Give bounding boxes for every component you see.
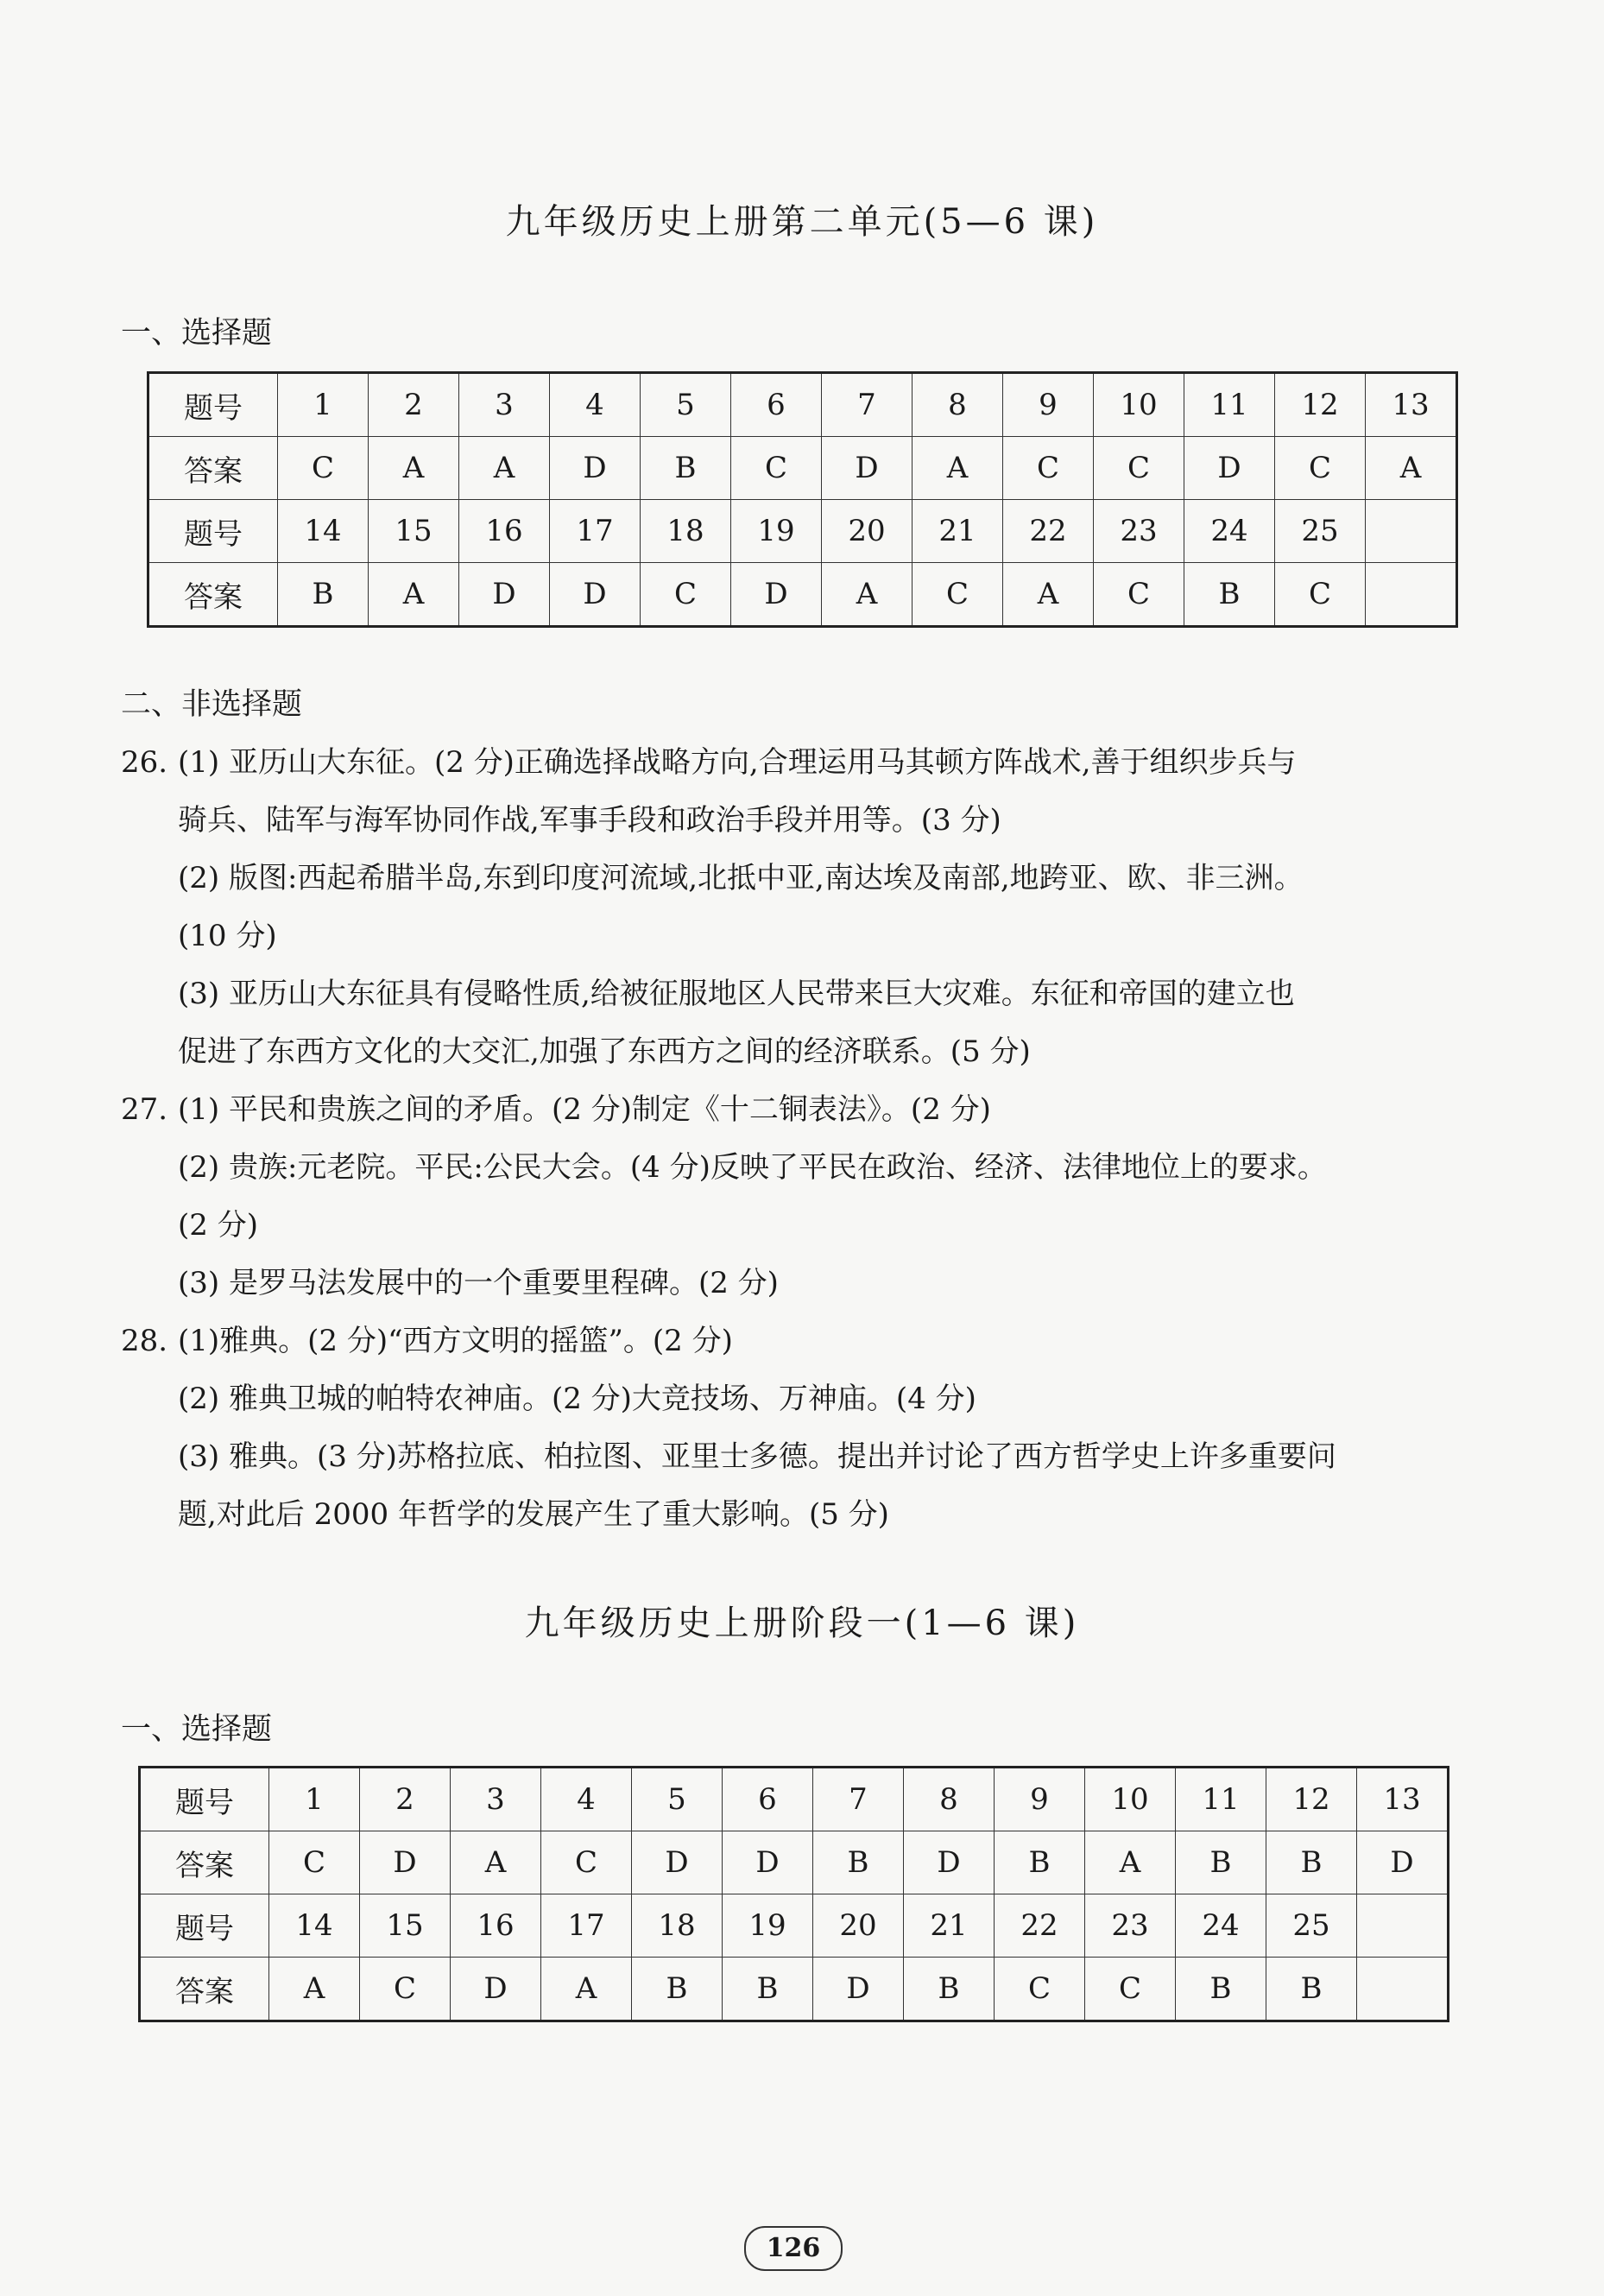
row-label: 答案: [140, 1831, 269, 1894]
table-cell: [1357, 1958, 1449, 2021]
table-cell: C: [1094, 437, 1184, 500]
table-cell: 8: [904, 1768, 995, 1831]
table-cell: 10: [1085, 1768, 1176, 1831]
table-cell: B: [1176, 1831, 1266, 1894]
table-cell: 4: [550, 373, 641, 437]
q27-line2: (2) 贵族:元老院。平民:公民大会。(4 分)反映了平民在政治、经济、法律地位上的要求。: [178, 1150, 1327, 1185]
table-row: [148, 437, 1457, 500]
table-cell: C: [1275, 437, 1366, 500]
table-row: [140, 1894, 1449, 1958]
table-cell: 18: [632, 1894, 723, 1958]
table-cell: B: [1176, 1958, 1266, 2021]
table-cell: 15: [360, 1894, 451, 1958]
table-cell: B: [723, 1958, 813, 2021]
table-cell: 18: [641, 500, 731, 563]
table-cell: C: [1094, 563, 1184, 627]
table-cell: 23: [1085, 1894, 1176, 1958]
table-cell: C: [1003, 437, 1094, 500]
q26-line4: (10 分): [178, 919, 277, 953]
table-cell: 23: [1094, 500, 1184, 563]
table-cell: D: [360, 1831, 451, 1894]
row-label: 答案: [148, 437, 278, 500]
table-cell: 21: [913, 500, 1003, 563]
table-cell: D: [632, 1831, 723, 1894]
table-cell: D: [550, 437, 641, 500]
table-row: [148, 563, 1457, 627]
table-cell: A: [913, 437, 1003, 500]
table-cell: 1: [269, 1768, 360, 1831]
table-cell: A: [369, 563, 459, 627]
table-cell: 24: [1184, 500, 1275, 563]
row-label: 题号: [140, 1894, 269, 1958]
table-cell: C: [269, 1831, 360, 1894]
table-cell: A: [451, 1831, 541, 1894]
table-cell: C: [1085, 1958, 1176, 2021]
table-cell: D: [451, 1958, 541, 2021]
q26-line6: 促进了东西方文化的大交汇,加强了东西方之间的经济联系。(5 分): [178, 1034, 1031, 1069]
q26-number: 26.: [121, 745, 168, 780]
table-cell: C: [995, 1958, 1085, 2021]
table-cell: 4: [541, 1768, 632, 1831]
table-cell: 2: [369, 373, 459, 437]
unit2-section-nonchoice: 二、非选择题: [121, 687, 303, 722]
table-cell: 7: [822, 373, 913, 437]
row-label: 答案: [140, 1958, 269, 2021]
table-cell: 20: [813, 1894, 904, 1958]
table-cell: C: [360, 1958, 451, 2021]
table-cell: 13: [1366, 373, 1457, 437]
table-cell: D: [723, 1831, 813, 1894]
table-cell: 17: [550, 500, 641, 563]
q28-line3: (3) 雅典。(3 分)苏格拉底、柏拉图、亚里士多德。提出并讨论了西方哲学史上许多重要问: [178, 1439, 1336, 1474]
stage1-title: 九年级历史上册阶段一(1—6 课): [524, 1603, 1080, 1643]
q26-line5: (3) 亚历山大东征具有侵略性质,给被征服地区人民带来巨大灾难。东征和帝国的建立也: [178, 977, 1295, 1011]
row-label: 题号: [148, 373, 278, 437]
table-cell: 2: [360, 1768, 451, 1831]
table-cell: C: [731, 437, 822, 500]
table-cell: B: [904, 1958, 995, 2021]
q26-line2: 骑兵、陆军与海军协同作战,军事手段和政治手段并用等。(3 分): [178, 803, 1001, 838]
table-cell: 11: [1184, 373, 1275, 437]
stage1-section-choice: 一、选择题: [121, 1712, 273, 1747]
table-cell: 5: [641, 373, 731, 437]
table-cell: B: [1184, 563, 1275, 627]
table-cell: 24: [1176, 1894, 1266, 1958]
table-cell: 20: [822, 500, 913, 563]
unit2-section-choice: 一、选择题: [121, 316, 273, 351]
stage1-answer-table: [138, 1766, 1449, 2022]
table-cell: C: [1275, 563, 1366, 627]
table-cell: B: [1266, 1958, 1357, 2021]
unit2-answer-table: [147, 371, 1458, 628]
page-number: 126: [744, 2226, 843, 2271]
q26-line3: (2) 版图:西起希腊半岛,东到印度河流域,北抵中亚,南达埃及南部,地跨亚、欧、非三洲。: [178, 861, 1304, 895]
table-cell: C: [541, 1831, 632, 1894]
q27-line4: (3) 是罗马法发展中的一个重要里程碑。(2 分): [178, 1266, 779, 1300]
table-cell: A: [541, 1958, 632, 2021]
table-cell: 25: [1275, 500, 1366, 563]
table-cell: 15: [369, 500, 459, 563]
q27-number: 27.: [121, 1092, 168, 1127]
table-cell: B: [641, 437, 731, 500]
row-label: 题号: [148, 500, 278, 563]
table-row: [148, 500, 1457, 563]
table-cell: B: [995, 1831, 1085, 1894]
table-cell: D: [813, 1958, 904, 2021]
table-cell: C: [913, 563, 1003, 627]
table-cell: A: [269, 1958, 360, 2021]
table-cell: [1366, 500, 1457, 563]
table-cell: 22: [1003, 500, 1094, 563]
table-cell: 9: [995, 1768, 1085, 1831]
table-row: [140, 1768, 1449, 1831]
table-cell: D: [459, 563, 550, 627]
q28-line4: 题,对此后 2000 年哲学的发展产生了重大影响。(5 分): [178, 1497, 889, 1532]
table-cell: 25: [1266, 1894, 1357, 1958]
table-cell: 14: [269, 1894, 360, 1958]
q28-number: 28.: [121, 1324, 168, 1358]
table-row: [140, 1958, 1449, 2021]
row-label: 题号: [140, 1768, 269, 1831]
table-cell: A: [1003, 563, 1094, 627]
table-cell: A: [459, 437, 550, 500]
table-cell: 1: [278, 373, 369, 437]
table-cell: A: [369, 437, 459, 500]
row-label: 答案: [148, 563, 278, 627]
table-cell: B: [1266, 1831, 1357, 1894]
table-cell: 9: [1003, 373, 1094, 437]
table-cell: B: [632, 1958, 723, 2021]
table-cell: D: [1184, 437, 1275, 500]
unit2-title: 九年级历史上册第二单元(5—6 课): [505, 202, 1099, 242]
q27-line1: 27. (1) 平民和贵族之间的矛盾。(2 分)制定《十二铜表法》。(2 分): [121, 1081, 1476, 1139]
table-cell: B: [813, 1831, 904, 1894]
q27-line3: (2 分): [178, 1208, 258, 1243]
table-cell: C: [278, 437, 369, 500]
table-cell: 16: [451, 1894, 541, 1958]
q28-line1: 28. (1)雅典。(2 分)“西方文明的摇篮”。(2 分): [121, 1312, 1476, 1370]
table-cell: 3: [451, 1768, 541, 1831]
table-cell: D: [1357, 1831, 1449, 1894]
table-cell: A: [1366, 437, 1457, 500]
table-cell: 19: [723, 1894, 813, 1958]
table-cell: 22: [995, 1894, 1085, 1958]
table-cell: 12: [1266, 1768, 1357, 1831]
table-cell: A: [822, 563, 913, 627]
table-cell: 21: [904, 1894, 995, 1958]
table-cell: 13: [1357, 1768, 1449, 1831]
table-row: [148, 373, 1457, 437]
table-cell: 7: [813, 1768, 904, 1831]
table-cell: 6: [731, 373, 822, 437]
table-cell: B: [278, 563, 369, 627]
q26-line1: 26. (1) 亚历山大东征。(2 分)正确选择战略方向,合理运用马其顿方阵战术,善于组织步兵与: [121, 734, 1476, 792]
table-cell: D: [731, 563, 822, 627]
table-cell: D: [904, 1831, 995, 1894]
table-cell: A: [1085, 1831, 1176, 1894]
table-cell: 5: [632, 1768, 723, 1831]
table-cell: 8: [913, 373, 1003, 437]
table-cell: D: [822, 437, 913, 500]
table-cell: 16: [459, 500, 550, 563]
table-cell: 17: [541, 1894, 632, 1958]
table-cell: 14: [278, 500, 369, 563]
table-cell: [1357, 1894, 1449, 1958]
table-cell: 12: [1275, 373, 1366, 437]
table-row: [140, 1831, 1449, 1894]
unit2-answers-block: [121, 734, 1476, 1544]
table-cell: 11: [1176, 1768, 1266, 1831]
table-cell: 6: [723, 1768, 813, 1831]
table-cell: C: [641, 563, 731, 627]
table-cell: 19: [731, 500, 822, 563]
q28-line2: (2) 雅典卫城的帕特农神庙。(2 分)大竞技场、万神庙。(4 分): [178, 1382, 976, 1416]
table-cell: D: [550, 563, 641, 627]
table-cell: 3: [459, 373, 550, 437]
table-cell: 10: [1094, 373, 1184, 437]
table-cell: [1366, 563, 1457, 627]
